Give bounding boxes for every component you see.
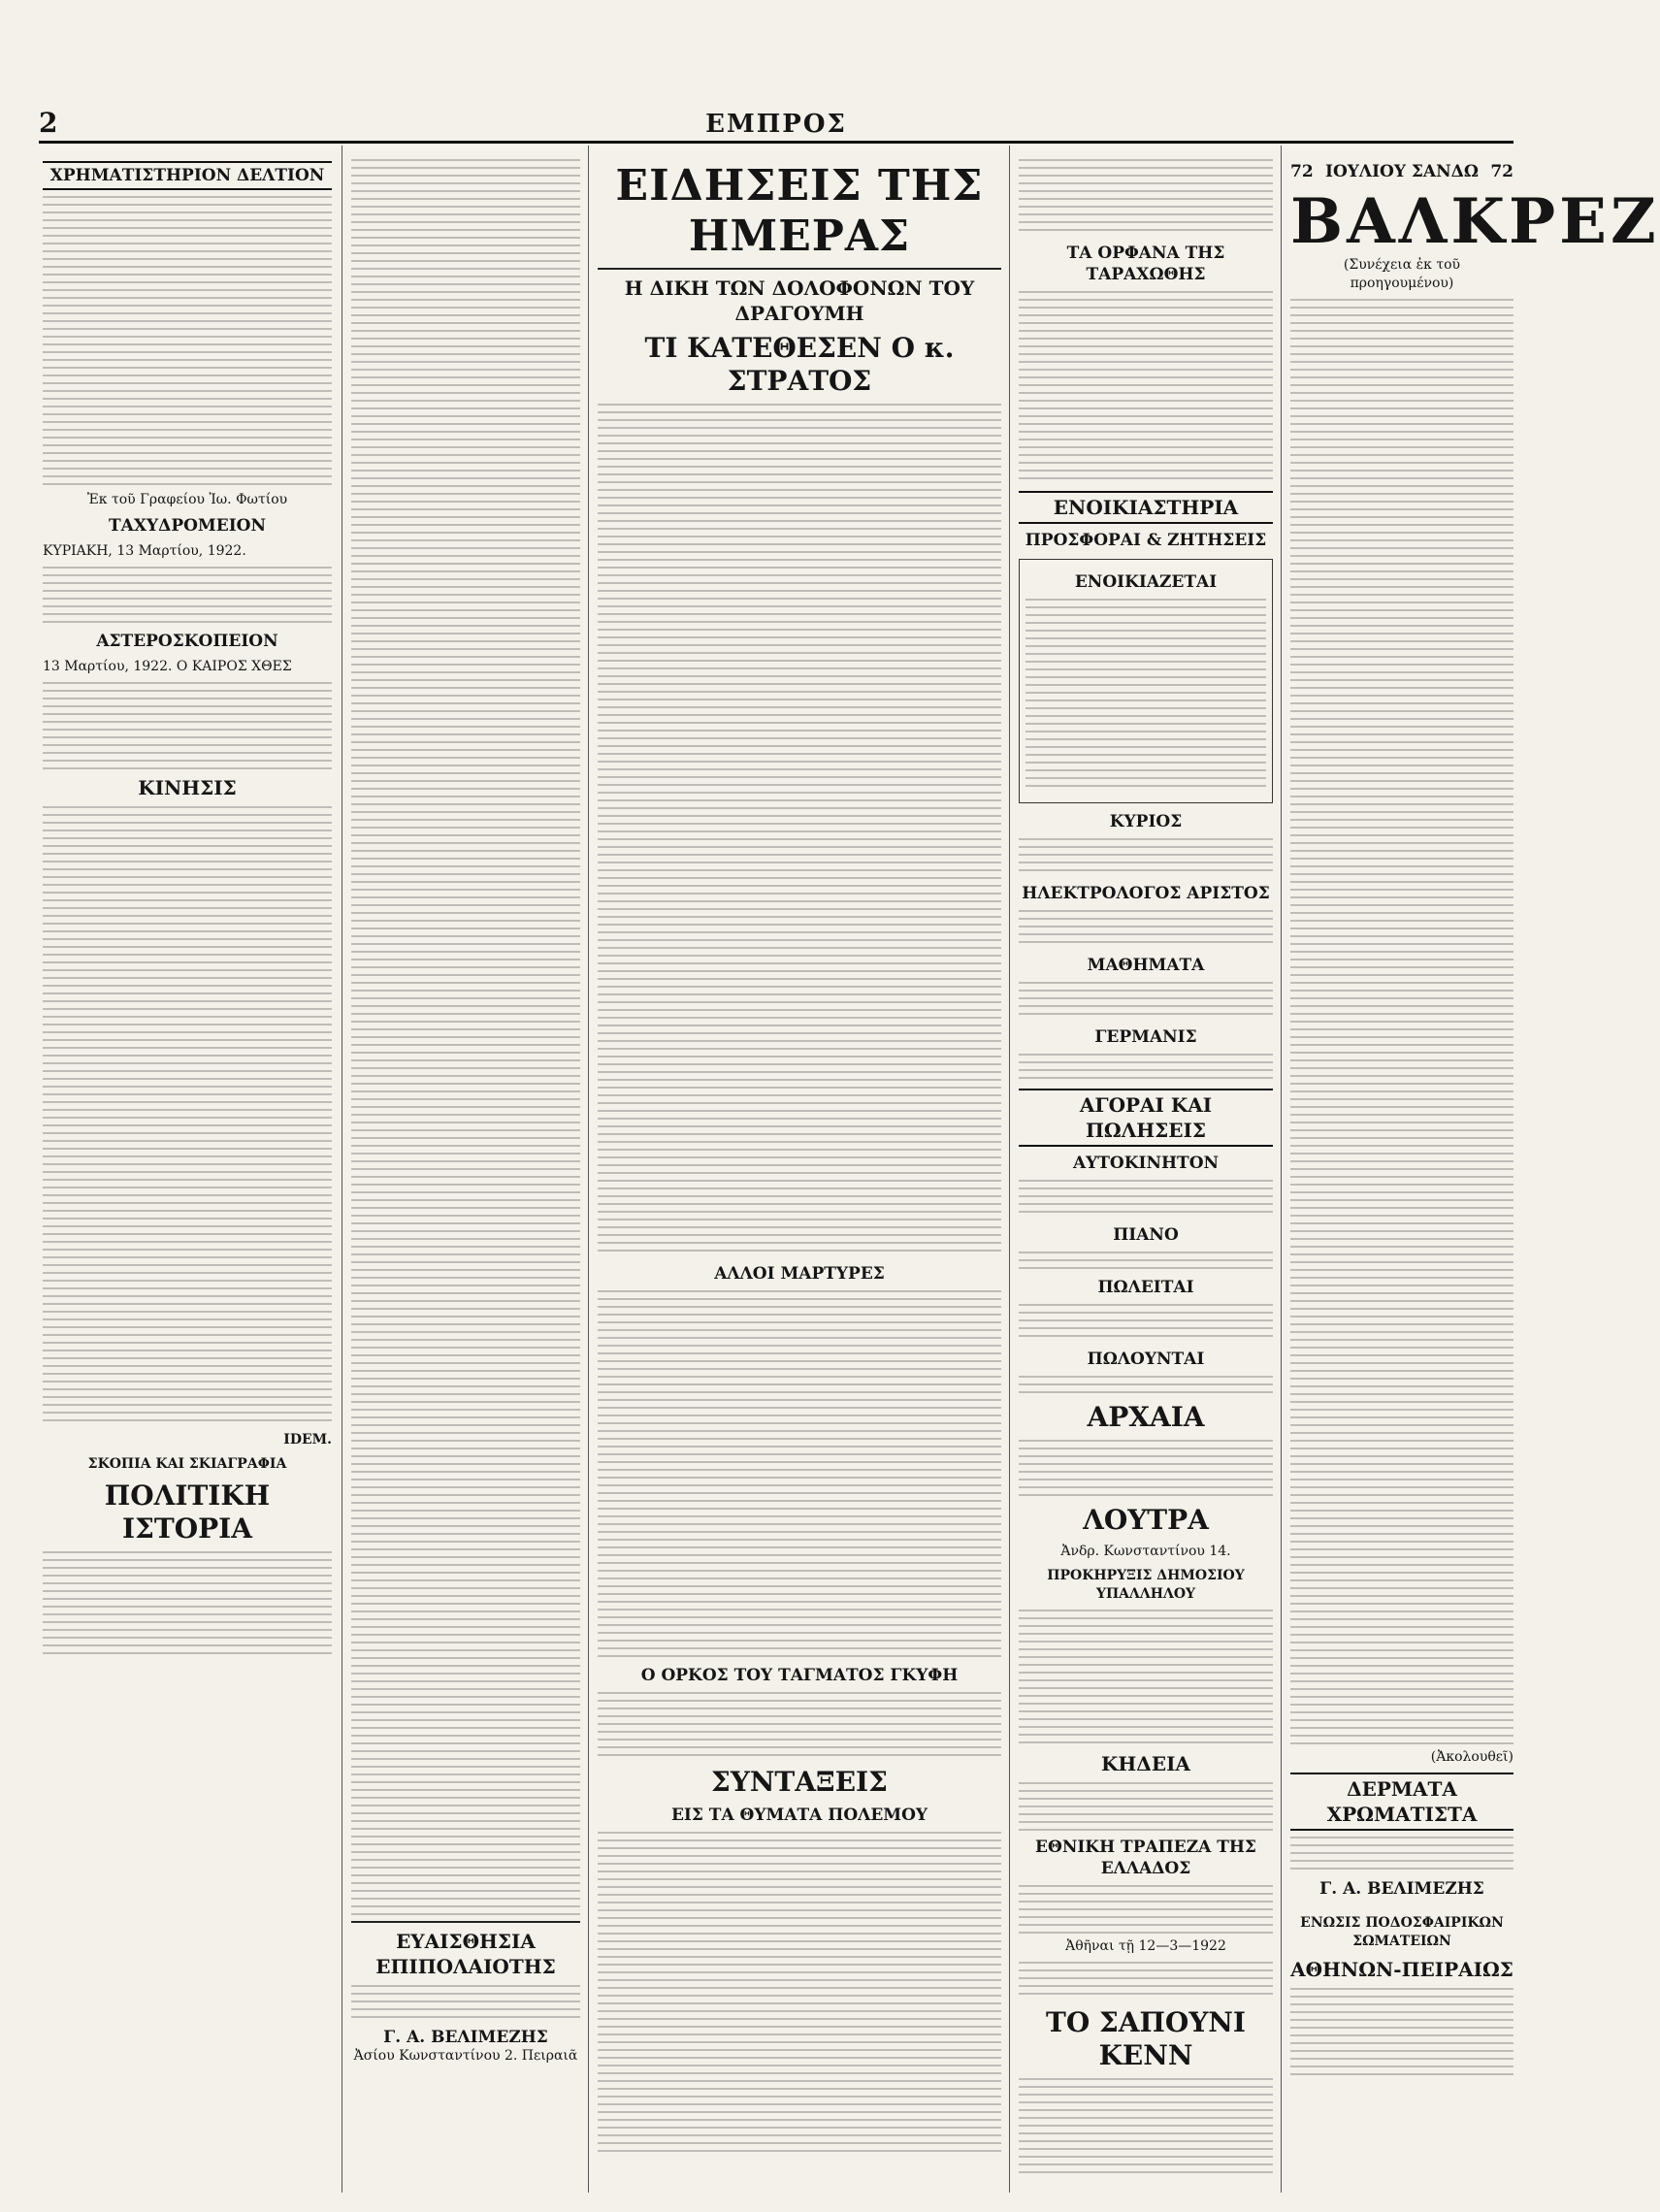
ad-lessons: ΜΑΘΗΜΑΤΑ: [1087, 956, 1205, 975]
testimony-title: ΤΙ ΚΑΤΕΘΕΣΕΝ Ο κ. ΣΤΡΑΤΟΣ: [644, 332, 955, 397]
auction-title: ΠΡΟΚΗΡΥΞΙΣ ΔΗΜΟΣΙΟΥ ΥΠΑΛΛΗΛΟΥ: [1047, 1568, 1245, 1602]
market-title: ΧΡΗΜΑΤΙΣΤΗΡΙΟΝ ΔΕΛΤΙΟΝ: [43, 161, 332, 190]
column-4: [1019, 155, 1273, 2193]
serial-kicker: ΣΚΟΠΙΑ ΚΑΙ ΣΚΙΑΓΡΑΦΙΑ: [87, 1456, 287, 1472]
market-credit: Ἐκ τοῦ Γραφείου Ἰω. Φωτίου: [86, 492, 288, 507]
column-4-top: [1019, 159, 1273, 237]
serial-sub: (Συνέχεια ἐκ τοῦ προηγουμένου): [1343, 257, 1461, 291]
date-header: [1290, 161, 1514, 182]
column-3: [598, 155, 1001, 2193]
pension-body: [598, 1832, 1001, 2152]
ad-car: ΑΥΤΟΚΙΝΗΤΟΝ: [1072, 1154, 1220, 1173]
ad-body: [1019, 1054, 1273, 1083]
observatory-body: [43, 682, 332, 769]
offers-title: ΠΡΟΣΦΟΡΑΙ & ΖΗΤΗΣΕΙΣ: [1025, 531, 1267, 550]
bank-title: ΕΘΝΙΚΗ ΤΡΑΠΕΖΑ ΤΗΣ ΕΛΛΑΔΟΣ: [1035, 1838, 1256, 1878]
ad-title: ΕΝΟΙΚΙΑΖΕΤΑΙ: [1074, 572, 1218, 592]
postal-body: [43, 567, 332, 625]
column-2: [351, 155, 580, 2193]
union-body: [1290, 1988, 1514, 2075]
baths-address: Ἀνδρ. Κωνσταντίνου 14.: [1060, 1544, 1231, 1559]
column-5: [1290, 155, 1660, 2193]
ad-body: [1019, 1304, 1273, 1343]
union-title: ΕΝΩΣΙΣ ΠΟΔΟΣΦΑΙΡΙΚΩΝ ΣΩΜΑΤΕΙΩΝ: [1300, 1915, 1504, 1949]
trial-title: Η ΔΙΚΗ ΤΩΝ ΔΟΛΟΦΟΝΩΝ ΤΟΥ ΔΡΑΓΟΥΜΗ: [624, 276, 975, 325]
postal-title: ΤΑΧΥΔΡΟΜΕΙΟΝ: [108, 516, 267, 536]
oath-body: [598, 1692, 1001, 1760]
funeral-body: [1019, 1782, 1273, 1831]
news-title: ΕΙΔΗΣΕΙΣ ΤΗΣ ΗΜΕΡΑΣ: [615, 161, 984, 261]
leather-title: ΔΕΡΜΑΤΑ ΧΡΩΜΑΤΙΣΤΑ: [1290, 1773, 1514, 1831]
column-rule: [1281, 146, 1282, 2193]
serial-title: ΒΑΛΚΡΕΖ: [1290, 185, 1660, 258]
serial-body: [1290, 299, 1514, 1744]
ad-body: [1019, 1252, 1273, 1271]
serial-title: ΠΟΛΙΤΙΚΗ ΙΣΤΟΡΙΑ: [104, 1480, 271, 1545]
funeral-title: ΚΗΔΕΙΑ: [1101, 1752, 1190, 1775]
date-header-text: ΙΟΥΛΙΟΥ ΣΑΝΔΩ: [1325, 162, 1479, 181]
ad-enoikiazetai: [1019, 559, 1273, 803]
right-number: 72: [1490, 162, 1514, 181]
serial-body: [43, 1551, 332, 1658]
witnesses-body: [598, 1290, 1001, 1659]
rentals-title: ΕΝΟΙΚΙΑΣΤΗΡΙΑ: [1019, 491, 1273, 524]
signature: Γ. Α. ΒΕΛΙΜΕΖΗΣ: [383, 2028, 548, 2047]
ad-electrician: ΗΛΕΚΤΡΟΛΟΓΟΣ ΑΡΙΣΤΟΣ: [1022, 884, 1270, 903]
pension-title: ΣΥΝΤΑΞΕΙΣ: [711, 1766, 888, 1798]
leather-body: [1290, 1837, 1514, 1875]
ad-body: [1019, 982, 1273, 1021]
page-number: 2: [39, 107, 58, 139]
column-1: [43, 155, 332, 2193]
bottom-title: ΕΥΑΙΣΘΗΣΙΑ ΕΠΙΠΟΛΑΙΟΤΗΣ: [375, 1930, 556, 1978]
market-table: [43, 196, 332, 487]
ad-body: [1019, 910, 1273, 949]
ad-german: ΓΕΡΜΑΝΙΣ: [1094, 1027, 1197, 1047]
column-rule: [588, 146, 589, 2193]
ad-body: [1019, 1376, 1273, 1395]
ad-sell: ΠΩΛΕΙΤΑΙ: [1097, 1278, 1194, 1297]
column-rule: [1009, 146, 1010, 2193]
orphans-title: ΤΑ ΟΡΦΑΝΑ ΤΗΣ ΤΑΡΑΧΩΘΗΣ: [1066, 244, 1225, 284]
signature: Γ. Α. ΒΕΛΙΜΕΖΗΣ: [1319, 1879, 1484, 1899]
ad-piano: ΠΙΑΝΟ: [1113, 1225, 1179, 1245]
antiques-title: ΑΡΧΑΙΑ: [1087, 1401, 1205, 1433]
testimony-body: [598, 404, 1001, 1257]
movement-title: ΚΙΝΗΣΙΣ: [138, 776, 237, 799]
orphans-body: [1019, 291, 1273, 485]
observatory-text: 13 Μαρτίου, 1922. Ο ΚΑΙΡΟΣ ΧΘΕΣ: [43, 659, 292, 674]
bottom-body: [351, 1985, 580, 2024]
column-2-body: [351, 159, 580, 1915]
left-number: 72: [1290, 162, 1314, 181]
ad-kyrios: ΚΥΡΙΟΣ: [1109, 812, 1183, 831]
observatory-title: ΑΣΤΕΡΟΣΚΟΠΕΙΟΝ: [96, 632, 278, 651]
date-line: Ἀθῆναι τῇ 12—3—1922: [1065, 1938, 1226, 1954]
ad-body: [1019, 1180, 1273, 1219]
page-header: [39, 102, 1514, 144]
union-city: ΑΘΗΝΩΝ-ΠΕΙΡΑΙΩΣ: [1290, 1958, 1514, 1981]
postal-text: ΚΥΡΙΑΚΗ, 13 Μαρτίου, 1922.: [43, 543, 246, 559]
bank-body: [1019, 1885, 1273, 1934]
ad-body: [1019, 838, 1273, 877]
baths-title: ΛΟΥΤΡΑ: [1083, 1504, 1209, 1536]
soap-title: ΤΟ ΣΑΠΟΥΝΙ ΚΕΝΝ: [1045, 2006, 1246, 2071]
idem-label: IDEM.: [283, 1432, 332, 1448]
auction-body: [1019, 1610, 1273, 1745]
bottom-address: Ἀσίου Κωνσταντίνου 2. Πειραιᾶ: [353, 2048, 578, 2064]
soap-body: [1019, 2078, 1273, 2175]
antiques-body: [1019, 1440, 1273, 1498]
continued: (Ἀκολουθεῖ): [1430, 1749, 1514, 1765]
pension-subtitle: ΕΙΣ ΤΑ ΘΥΜΑΤΑ ΠΟΛΕΜΟΥ: [670, 1805, 928, 1825]
other-witnesses: ΑΛΛΟΙ ΜΑΡΤΥΡΕΣ: [714, 1264, 885, 1284]
ad-body: [1025, 599, 1266, 793]
divider: [351, 1921, 580, 1923]
movement-body: [43, 806, 332, 1427]
oath-title: Ο ΟΡΚΟΣ ΤΟΥ ΤΑΓΜΑΤΟΣ ΓΚΥΦΗ: [640, 1666, 959, 1685]
date-body: [1019, 1962, 1273, 2001]
buy-sell-title: ΑΓΟΡΑΙ ΚΑΙ ΠΩΛΗΣΕΙΣ: [1019, 1089, 1273, 1147]
ad-sell-label: ΠΩΛΟΥΝΤΑΙ: [1087, 1350, 1205, 1369]
divider: [598, 268, 1001, 270]
masthead: ΕΜΠΡΟΣ: [705, 110, 847, 139]
